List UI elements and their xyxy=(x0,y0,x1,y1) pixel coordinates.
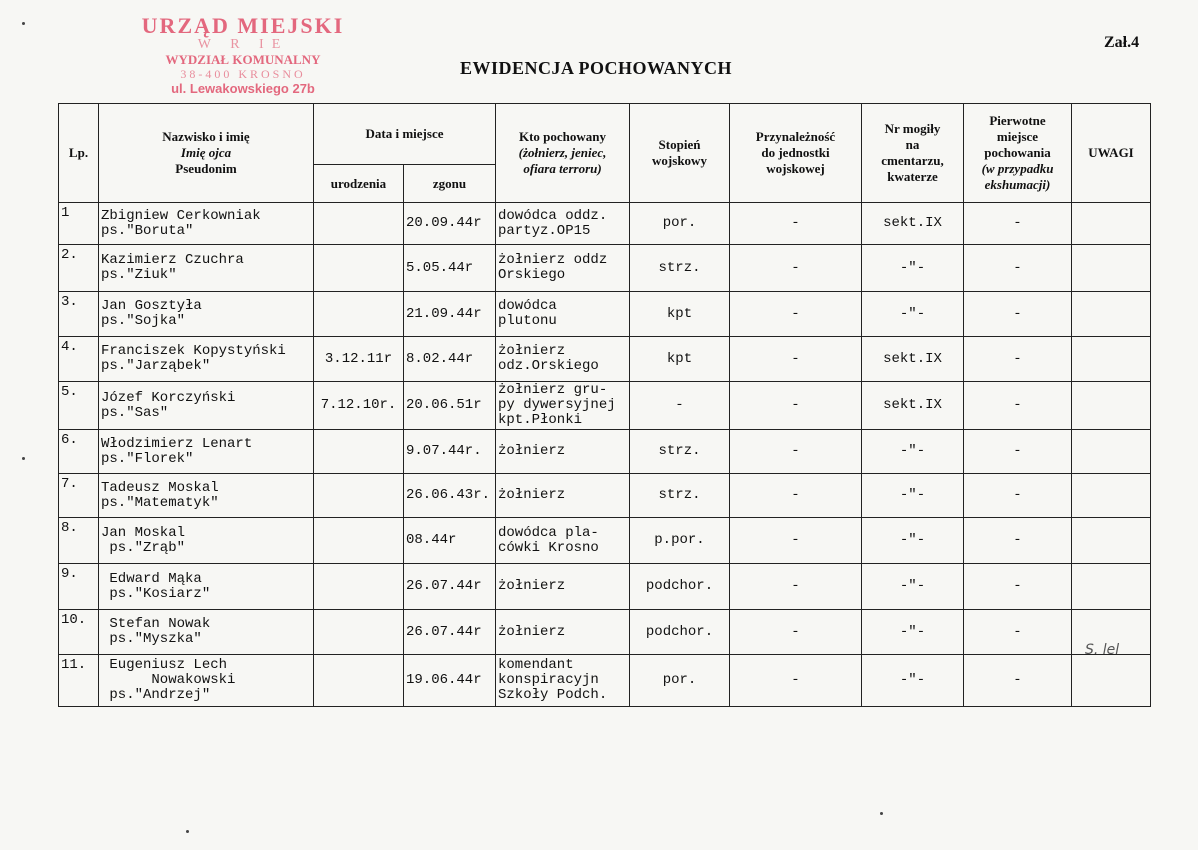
cell-death-text: 26.07.44r xyxy=(406,578,482,594)
cell-grave xyxy=(862,430,964,474)
stamp-line-5: ul. Lewakowskiego 27b xyxy=(171,81,315,96)
cell-name-text: Eugeniusz Lech Nowakowski ps."Andrzej" xyxy=(109,657,236,703)
header-rank-line-1: Stopień xyxy=(658,137,701,152)
header-original-line-5: ekshumacji) xyxy=(984,177,1051,192)
cell-death xyxy=(404,610,496,655)
cell-rank xyxy=(630,564,730,610)
table-body xyxy=(59,203,1151,707)
cell-unit-text: - xyxy=(791,672,800,688)
cell-original-text: - xyxy=(1013,623,1022,640)
cell-lp-text: 5. xyxy=(61,384,78,400)
header-original-line-4: (w przypadku xyxy=(981,161,1054,176)
cell-lp xyxy=(59,474,99,518)
header-unit-line-2: do jednostki xyxy=(761,145,830,160)
cell-original xyxy=(964,337,1072,382)
header-unit-line-1: Przynależność xyxy=(755,129,836,144)
cell-original-text: - xyxy=(1013,532,1022,548)
cell-grave-text: -"- xyxy=(899,623,926,640)
cell-unit xyxy=(730,292,862,337)
cell-who xyxy=(496,564,630,610)
cell-death-text: 20.09.44r xyxy=(406,215,482,231)
stamp-line-1: URZĄD MIEJSKI xyxy=(141,13,345,38)
cell-grave-text: -"- xyxy=(899,487,926,503)
cell-remarks xyxy=(1072,337,1151,382)
table-header xyxy=(59,104,1151,203)
cell-grave-text: sekt.IX xyxy=(883,215,942,231)
cell-name-text: Włodzimierz Lenart ps."Florek" xyxy=(101,435,253,467)
cell-original xyxy=(964,564,1072,610)
cell-rank-text: - xyxy=(675,397,684,413)
header-who-line-2: (żołnierz, jeniec, xyxy=(518,145,607,160)
cell-lp xyxy=(59,610,99,655)
cell-death xyxy=(404,518,496,564)
cell-remarks xyxy=(1072,203,1151,245)
cell-birth xyxy=(314,337,404,382)
cell-unit-text: - xyxy=(791,215,800,231)
cell-unit-text: - xyxy=(791,443,800,459)
cell-name xyxy=(99,655,314,707)
cell-rank xyxy=(630,337,730,382)
cell-rank-text: strz. xyxy=(658,443,701,459)
table-row xyxy=(59,245,1151,292)
cell-unit-text: - xyxy=(791,305,800,322)
cell-who xyxy=(496,203,630,245)
cell-unit xyxy=(730,430,862,474)
cell-remarks xyxy=(1072,474,1151,518)
cell-name-text: Jan Moskal ps."Zrąb" xyxy=(101,524,186,556)
header-original xyxy=(964,104,1072,203)
header-name-line-1: Nazwisko i imię xyxy=(162,129,250,144)
cell-unit xyxy=(730,245,862,292)
cell-lp xyxy=(59,245,99,292)
cell-unit xyxy=(730,610,862,655)
cell-birth xyxy=(314,203,404,245)
header-grave-line-3: cmentarzu, xyxy=(881,153,944,168)
header-death: zgonu xyxy=(404,165,496,203)
cell-death-text: 19.06.44r xyxy=(406,672,482,688)
cell-original xyxy=(964,203,1072,245)
cell-death-text: 21.09.44r xyxy=(406,305,482,322)
cell-rank-text: podchor. xyxy=(645,623,714,640)
stamp-line-4: 38-400 KROSNO xyxy=(180,67,306,81)
cell-death xyxy=(404,430,496,474)
cell-who-text: dowódca oddz. partyz.OP15 xyxy=(498,207,608,239)
cell-grave xyxy=(862,518,964,564)
cell-grave xyxy=(862,655,964,707)
cell-original-text: - xyxy=(1013,350,1022,367)
cell-who xyxy=(496,518,630,564)
table-row xyxy=(59,655,1151,707)
cell-grave-text: -"- xyxy=(899,259,926,276)
cell-grave xyxy=(862,337,964,382)
cell-name-text: Jan Gosztyła ps."Sojka" xyxy=(101,298,202,329)
cell-who xyxy=(496,382,630,430)
cell-unit-text: - xyxy=(791,259,800,276)
cell-lp xyxy=(59,518,99,564)
header-original-line-3: pochowania xyxy=(984,145,1051,160)
cell-grave-text: sekt.IX xyxy=(883,397,942,413)
cell-birth xyxy=(314,564,404,610)
cell-death xyxy=(404,382,496,430)
cell-death-text: 26.07.44r xyxy=(406,623,482,640)
cell-who xyxy=(496,292,630,337)
cell-death xyxy=(404,655,496,707)
cell-who xyxy=(496,337,630,382)
cell-grave xyxy=(862,610,964,655)
cell-name xyxy=(99,203,314,245)
cell-name-text: Stefan Nowak ps."Myszka" xyxy=(109,616,211,647)
cell-original xyxy=(964,292,1072,337)
cell-death xyxy=(404,564,496,610)
cell-lp xyxy=(59,564,99,610)
cell-birth-text: 7.12.10r. xyxy=(320,397,397,413)
cell-who xyxy=(496,245,630,292)
cell-unit-text: - xyxy=(791,350,800,367)
cell-birth xyxy=(314,610,404,655)
margin-note: S. lel xyxy=(1085,642,1120,658)
cell-who xyxy=(496,474,630,518)
cell-remarks xyxy=(1072,430,1151,474)
cell-who-text: dowódca plutonu xyxy=(498,298,557,329)
cell-grave xyxy=(862,245,964,292)
cell-lp xyxy=(59,430,99,474)
cell-unit xyxy=(730,564,862,610)
cell-name xyxy=(99,292,314,337)
cell-original-text: - xyxy=(1013,305,1022,322)
cell-birth xyxy=(314,382,404,430)
header-who-line-1: Kto pochowany xyxy=(518,129,607,144)
cell-lp-text: 4. xyxy=(61,339,78,355)
cell-original xyxy=(964,518,1072,564)
header-rank-line-2: wojskowy xyxy=(652,153,707,168)
cell-death xyxy=(404,292,496,337)
cell-who-text: komendant konspiracyjn Szkoły Podch. xyxy=(498,657,608,703)
cell-grave-text: -"- xyxy=(899,305,926,322)
table-row xyxy=(59,337,1151,382)
cell-rank-text: p.por. xyxy=(654,532,705,548)
cell-name xyxy=(99,245,314,292)
cell-original xyxy=(964,245,1072,292)
cell-rank-text: strz. xyxy=(658,487,701,503)
cell-grave-text: sekt.IX xyxy=(883,350,942,367)
cell-death-text: 08.44r xyxy=(406,532,457,548)
cell-remarks xyxy=(1072,655,1151,707)
cell-birth xyxy=(314,245,404,292)
header-name-line-2: Imię ojca xyxy=(180,145,232,160)
cell-birth-text: 3.12.11r xyxy=(324,350,393,367)
cell-birth xyxy=(314,474,404,518)
cell-name xyxy=(99,337,314,382)
header-grave-line-4: kwaterze xyxy=(887,169,938,184)
cell-original xyxy=(964,382,1072,430)
cell-original-text: - xyxy=(1013,215,1022,231)
cell-birth xyxy=(314,518,404,564)
cell-lp xyxy=(59,337,99,382)
header-birth: urodzenia xyxy=(314,165,404,203)
cell-unit xyxy=(730,518,862,564)
cell-remarks xyxy=(1072,564,1151,610)
cell-death xyxy=(404,474,496,518)
cell-unit xyxy=(730,474,862,518)
cell-death xyxy=(404,245,496,292)
header-remarks: UWAGI xyxy=(1072,104,1151,203)
cell-unit-text: - xyxy=(791,532,800,548)
cell-lp-text: 9. xyxy=(61,566,78,582)
table-row xyxy=(59,474,1151,518)
cell-unit-text: - xyxy=(791,487,800,503)
scan-speck xyxy=(186,830,189,833)
office-stamp xyxy=(128,14,358,96)
cell-original-text: - xyxy=(1013,487,1022,503)
cell-death-text: 20.06.51r xyxy=(406,397,482,413)
cell-who-text: dowódca pla- cówki Krosno xyxy=(498,524,599,556)
cell-birth xyxy=(314,655,404,707)
cell-original xyxy=(964,655,1072,707)
table-row xyxy=(59,518,1151,564)
cell-name-text: Józef Korczyński ps."Sas" xyxy=(101,389,236,421)
cell-name-text: Kazimierz Czuchra ps."Ziuk" xyxy=(101,252,244,283)
cell-who-text: żołnierz xyxy=(498,623,566,640)
cell-grave xyxy=(862,564,964,610)
cell-rank xyxy=(630,203,730,245)
cell-name xyxy=(99,382,314,430)
stamp-line-3: WYDZIAŁ KOMUNALNY xyxy=(165,52,321,67)
header-date-place: Data i miejsce xyxy=(314,104,496,165)
document-title: EWIDENCJA POCHOWANYCH xyxy=(460,58,733,78)
header-grave xyxy=(862,104,964,203)
cell-rank xyxy=(630,655,730,707)
cell-birth xyxy=(314,430,404,474)
cell-original-text: - xyxy=(1013,672,1022,688)
cell-name xyxy=(99,474,314,518)
cell-original-text: - xyxy=(1013,397,1022,413)
cell-rank-text: kpt xyxy=(666,350,693,367)
cell-original-text: - xyxy=(1013,259,1022,276)
header-rank xyxy=(630,104,730,203)
cell-remarks xyxy=(1072,518,1151,564)
cell-who-text: żołnierz xyxy=(498,487,566,503)
cell-who-text: żołnierz xyxy=(498,443,566,459)
cell-lp-text: 2. xyxy=(61,247,78,263)
cell-rank-text: por. xyxy=(662,672,697,688)
stamp-line-2: W R IE xyxy=(197,37,289,52)
table-row xyxy=(59,610,1151,655)
cell-original-text: - xyxy=(1013,443,1022,459)
cell-grave-text: -"- xyxy=(899,578,926,594)
cell-death xyxy=(404,337,496,382)
header-who xyxy=(496,104,630,203)
cell-death-text: 26.06.43r. xyxy=(406,487,491,503)
cell-grave xyxy=(862,474,964,518)
cell-grave xyxy=(862,292,964,337)
burials-table xyxy=(58,103,1151,707)
table-row xyxy=(59,564,1151,610)
cell-who-text: żołnierz odz.Orskiego xyxy=(498,343,599,374)
cell-unit xyxy=(730,337,862,382)
header-who-line-3: ofiara terroru) xyxy=(523,161,602,176)
cell-lp-text: 10. xyxy=(61,612,87,628)
cell-rank xyxy=(630,430,730,474)
header-unit xyxy=(730,104,862,203)
cell-rank-text: por. xyxy=(662,215,697,231)
cell-lp xyxy=(59,203,99,245)
cell-grave-text: -"- xyxy=(899,532,926,548)
header-unit-line-3: wojskowej xyxy=(766,161,825,176)
cell-unit xyxy=(730,203,862,245)
cell-lp-text: 7. xyxy=(61,476,78,492)
cell-unit xyxy=(730,382,862,430)
header-original-line-2: miejsce xyxy=(996,129,1039,144)
cell-name-text: Tadeusz Moskal ps."Matematyk" xyxy=(101,479,219,511)
cell-grave xyxy=(862,203,964,245)
cell-name xyxy=(99,430,314,474)
cell-birth xyxy=(314,292,404,337)
header-grave-line-1: Nr mogiły xyxy=(884,121,941,136)
header-name-line-3: Pseudonim xyxy=(175,161,237,176)
scan-speck xyxy=(22,457,25,460)
cell-rank xyxy=(630,245,730,292)
cell-who xyxy=(496,430,630,474)
cell-lp-text: 11. xyxy=(61,657,87,673)
cell-name-text: Franciszek Kopystyński ps."Jarząbek" xyxy=(101,343,286,374)
cell-lp-text: 6. xyxy=(61,432,78,448)
cell-original xyxy=(964,430,1072,474)
cell-grave xyxy=(862,382,964,430)
cell-who xyxy=(496,655,630,707)
cell-who-text: żołnierz xyxy=(498,578,566,594)
cell-unit xyxy=(730,655,862,707)
cell-rank xyxy=(630,382,730,430)
attachment-label: Zał.4 xyxy=(1104,34,1140,51)
cell-grave-text: -"- xyxy=(899,443,926,459)
scan-speck xyxy=(880,812,883,815)
cell-who xyxy=(496,610,630,655)
cell-name-text: Edward Mąka ps."Kosiarz" xyxy=(109,570,211,602)
cell-unit-text: - xyxy=(791,578,800,594)
cell-who-text: żołnierz oddz Orskiego xyxy=(498,252,608,283)
cell-rank-text: strz. xyxy=(658,259,701,276)
cell-name-text: Zbigniew Cerkowniak ps."Boruta" xyxy=(101,207,261,239)
cell-rank-text: kpt xyxy=(666,305,693,322)
cell-name xyxy=(99,564,314,610)
cell-remarks xyxy=(1072,382,1151,430)
cell-name xyxy=(99,610,314,655)
cell-lp xyxy=(59,382,99,430)
cell-unit-text: - xyxy=(791,397,800,413)
cell-lp-text: 8. xyxy=(61,520,78,536)
cell-death xyxy=(404,203,496,245)
cell-original xyxy=(964,474,1072,518)
table-row xyxy=(59,430,1151,474)
cell-lp-text: 3. xyxy=(61,294,78,310)
cell-lp xyxy=(59,655,99,707)
cell-original-text: - xyxy=(1013,578,1022,594)
cell-death-text: 8.02.44r xyxy=(406,350,474,367)
cell-lp-text: 1 xyxy=(61,205,70,221)
header-grave-line-2: na xyxy=(905,137,920,152)
cell-rank-text: podchor. xyxy=(645,578,714,594)
cell-grave-text: -"- xyxy=(899,672,926,688)
cell-lp xyxy=(59,292,99,337)
cell-rank xyxy=(630,610,730,655)
cell-rank xyxy=(630,474,730,518)
cell-remarks xyxy=(1072,245,1151,292)
cell-rank xyxy=(630,292,730,337)
scan-speck xyxy=(22,22,25,25)
header-name xyxy=(99,104,314,203)
cell-who-text: żołnierz gru- py dywersyjnej kpt.Płonki xyxy=(498,382,616,428)
table-row xyxy=(59,292,1151,337)
cell-name xyxy=(99,518,314,564)
cell-remarks xyxy=(1072,292,1151,337)
cell-rank xyxy=(630,518,730,564)
cell-death-text: 5.05.44r xyxy=(406,259,474,276)
header-lp: Lp. xyxy=(59,104,99,203)
header-original-line-1: Pierwotne xyxy=(989,113,1046,128)
cell-death-text: 9.07.44r. xyxy=(406,443,482,459)
table-row xyxy=(59,203,1151,245)
table-row xyxy=(59,382,1151,430)
cell-unit-text: - xyxy=(791,623,800,640)
cell-original xyxy=(964,610,1072,655)
